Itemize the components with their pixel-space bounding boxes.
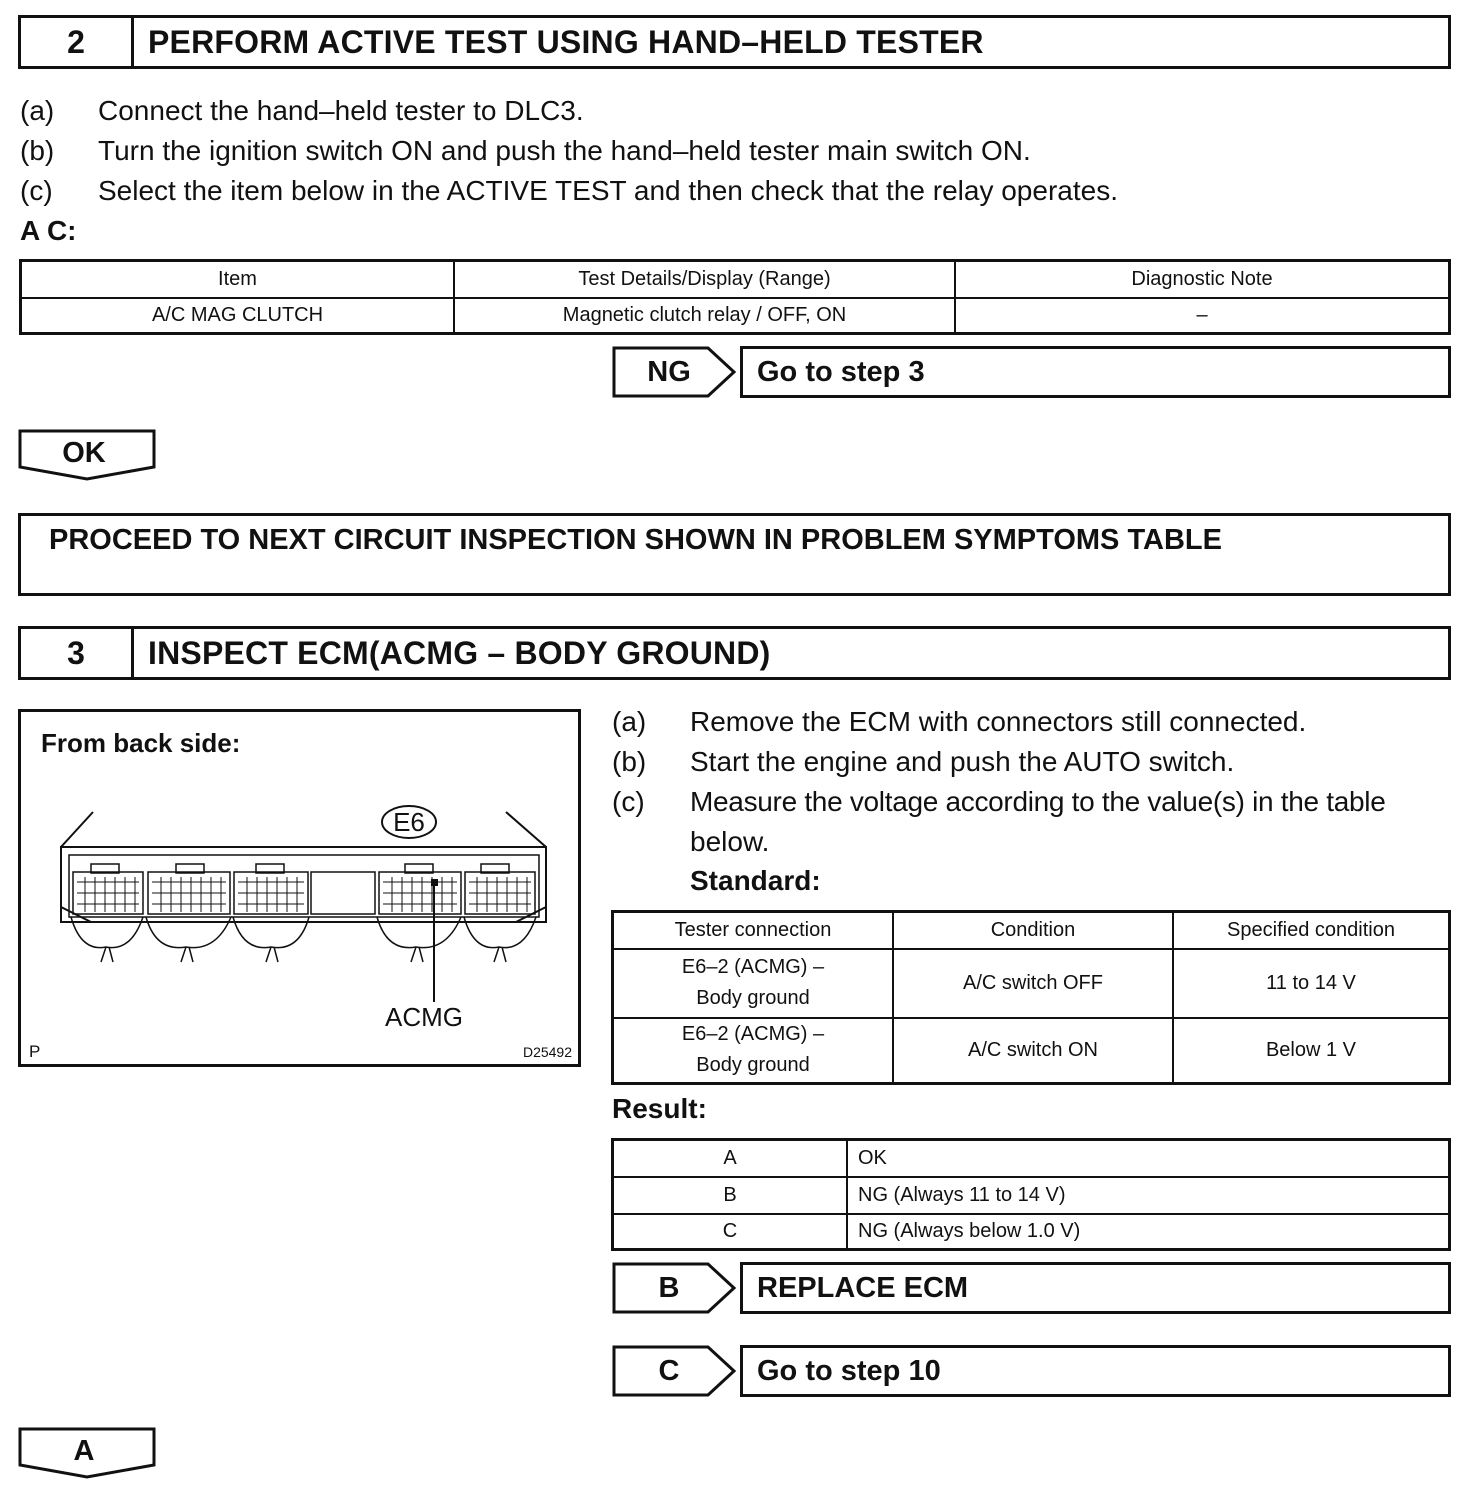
step3-line-c-cont: below.: [690, 826, 770, 857]
line-label: (c): [612, 786, 645, 817]
line-label: (a): [20, 95, 55, 126]
step3-header: [18, 626, 1451, 680]
table-cell: Magnetic clutch relay / OFF, ON: [454, 298, 955, 334]
step2-line-b: [20, 135, 1031, 167]
step3-line-a: [612, 706, 1306, 738]
table-header: Condition: [893, 912, 1173, 949]
step3-title: INSPECT ECM(ACMG – BODY GROUND): [148, 634, 771, 671]
standard-label: Standard:: [690, 865, 821, 896]
table-row: [613, 1214, 1450, 1250]
table-cell: OK: [847, 1140, 1450, 1177]
step2-line-c: [20, 175, 1118, 207]
c-label: C: [658, 1354, 680, 1387]
line-text: Remove the ECM with connectors still connected.: [690, 706, 1307, 737]
line-text: Select the item below in the ACTIVE TEST and then check that the relay operates.: [98, 175, 1118, 206]
table-header: Diagnostic Note: [955, 261, 1450, 298]
connector-label-e6: E6: [393, 807, 425, 837]
line-text: Connect the hand–held tester to DLC3.: [98, 95, 584, 126]
table-cell: [613, 1018, 894, 1084]
table-row: [613, 1140, 1450, 1177]
connection-line-2: Body ground: [696, 1054, 810, 1077]
result-label: Result:: [612, 1093, 707, 1124]
table-cell: A/C MAG CLUTCH: [21, 298, 455, 334]
table-cell: NG (Always below 1.0 V): [847, 1214, 1450, 1250]
connection-line-1: E6–2 (ACMG) –: [681, 1023, 825, 1046]
step2-header: [18, 15, 1451, 69]
step3-line-c: [612, 786, 1457, 818]
ecm-connector-drawing: [21, 712, 578, 1064]
step3-line-b: [612, 746, 1234, 778]
table-cell: –: [955, 298, 1450, 334]
table-cell: NG (Always 11 to 14 V): [847, 1177, 1450, 1214]
standard-table: [611, 910, 1451, 1085]
figure-caption: From back side:: [41, 728, 241, 758]
figure-corner-left: P: [29, 1042, 41, 1061]
table-header: Item: [21, 261, 455, 298]
ng-action-box: Go to step 3: [740, 346, 1451, 398]
table-cell: A/C switch ON: [893, 1018, 1173, 1084]
line-text: Measure the voltage according to the value(s) in the table: [690, 786, 1386, 817]
table-row: [613, 949, 1450, 1018]
table-cell: A: [613, 1140, 848, 1177]
b-action-box: REPLACE ECM: [740, 1262, 1451, 1314]
table-row: [613, 1018, 1450, 1084]
connection-line-1: E6–2 (ACMG) –: [681, 956, 825, 978]
table-cell: C: [613, 1214, 848, 1250]
result-table: [611, 1138, 1451, 1251]
ng-label: NG: [647, 355, 691, 388]
proceed-box: [18, 513, 1451, 596]
line-text: Start the engine and push the AUTO switch.: [690, 746, 1235, 777]
table-header: Test Details/Display (Range): [454, 261, 955, 298]
a-label: A: [73, 1434, 95, 1467]
table-header: Tester connection: [613, 912, 894, 949]
ok-label: OK: [62, 436, 106, 469]
connector-figure: [18, 709, 581, 1067]
line-label: (c): [20, 175, 53, 206]
connection-line-2: Body ground: [696, 987, 810, 1009]
line-text: Turn the ignition switch ON and push the hand–held tester main switch ON.: [98, 135, 1031, 166]
line-label: (b): [612, 746, 647, 777]
c-action-box: Go to step 10: [740, 1345, 1451, 1397]
acmg-pin-label: ACMG: [385, 1002, 463, 1032]
proceed-text: PROCEED TO NEXT CIRCUIT INSPECTION SHOWN IN PROBLEM SYMPTOMS TABLE: [49, 524, 1222, 556]
line-label: (b): [20, 135, 55, 166]
step2-title: PERFORM ACTIVE TEST USING HAND–HELD TESTER: [148, 23, 984, 60]
b-label: B: [658, 1271, 680, 1304]
line-label: (a): [612, 706, 647, 737]
table-cell: B: [613, 1177, 848, 1214]
table-cell: [613, 949, 894, 1018]
step2-number: 2: [21, 18, 134, 66]
table-cell: A/C switch OFF: [893, 949, 1173, 1018]
active-test-table: [19, 259, 1451, 335]
figure-code: D25492: [522, 1044, 572, 1060]
step2-line-a: [20, 95, 584, 127]
table-cell: Below 1 V: [1173, 1018, 1450, 1084]
table-header: Specified condition: [1173, 912, 1450, 949]
table-cell: 11 to 14 V: [1173, 949, 1450, 1018]
step3-number: 3: [21, 629, 134, 677]
active-test-caption: A C:: [20, 215, 77, 246]
table-row: [613, 1177, 1450, 1214]
